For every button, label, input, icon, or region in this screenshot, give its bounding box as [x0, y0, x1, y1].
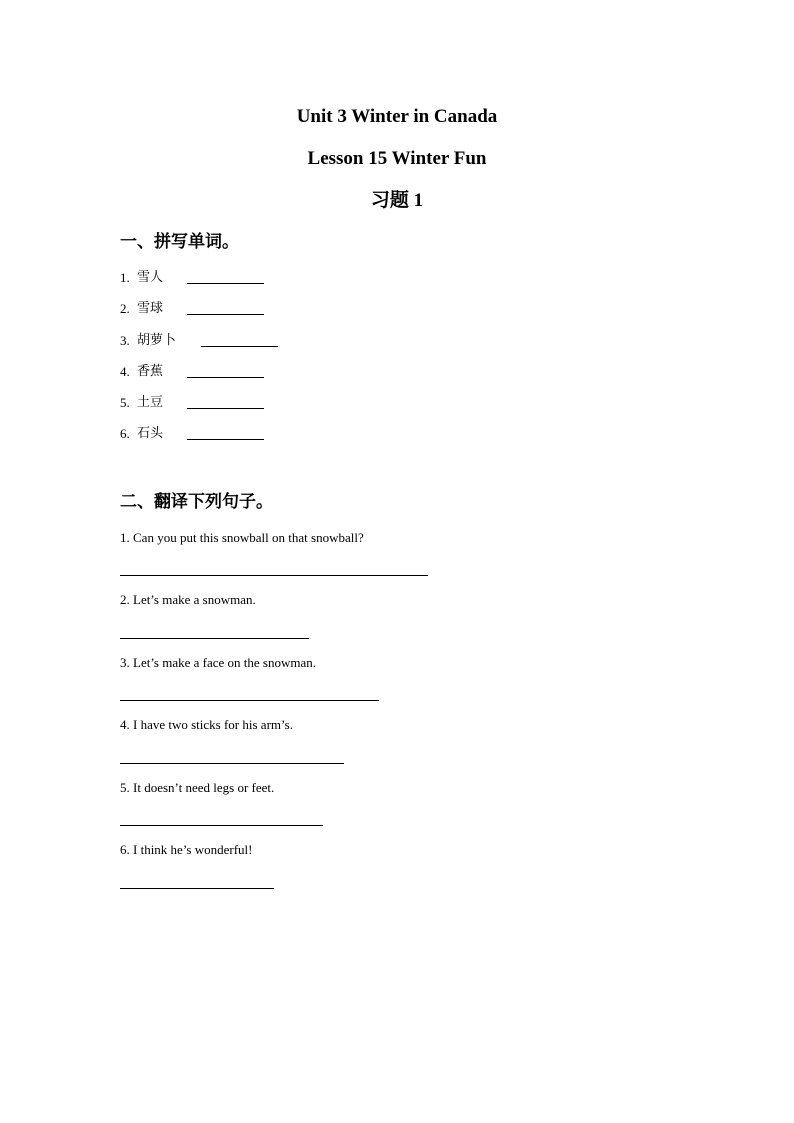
vocab-item	[120, 362, 420, 382]
unit-title: Unit 3 Winter in Canada	[296, 106, 498, 127]
answer-line[interactable]	[120, 700, 379, 701]
vocab-item	[120, 331, 420, 351]
answer-line[interactable]	[120, 575, 428, 576]
vocab-blank[interactable]	[187, 283, 264, 284]
translation-sentence: 3. Let’s make a face on the snowman.	[120, 655, 317, 670]
vocab-item	[120, 393, 420, 413]
answer-line[interactable]	[120, 825, 323, 826]
vocab-number: 2.	[120, 301, 130, 316]
vocab-word: 雪球	[137, 301, 164, 316]
vocab-item	[120, 299, 420, 319]
exercise-title: 习题 1	[370, 190, 424, 211]
vocab-blank[interactable]	[187, 439, 264, 440]
vocab-number: 6.	[120, 426, 130, 441]
translation-sentence: 4. I have two sticks for his arm’s.	[120, 717, 293, 732]
vocab-number: 1.	[120, 270, 130, 285]
vocab-word: 石头	[137, 426, 164, 441]
vocab-blank[interactable]	[187, 408, 264, 409]
translation-sentence: 1. Can you put this snowball on that snowball?	[120, 530, 364, 545]
translation-sentence: 6. I think he’s wonderful!	[120, 842, 253, 857]
vocab-number: 3.	[120, 333, 130, 348]
section-heading-translation: 二、翻译下列句子。	[120, 492, 273, 512]
vocab-item	[120, 268, 420, 288]
vocab-blank[interactable]	[187, 314, 264, 315]
vocab-blank[interactable]	[201, 346, 278, 347]
translation-sentence: 2. Let’s make a snowman.	[120, 592, 256, 607]
vocab-word: 雪人	[137, 270, 164, 285]
vocab-word: 胡萝卜	[137, 333, 177, 348]
vocab-blank[interactable]	[187, 377, 264, 378]
vocab-word: 香蕉	[137, 364, 164, 379]
vocab-word: 土豆	[137, 395, 164, 410]
answer-line[interactable]	[120, 888, 274, 889]
section-heading-spelling: 一、拼写单词。	[120, 232, 239, 252]
vocab-item	[120, 424, 420, 444]
answer-line[interactable]	[120, 638, 309, 639]
translation-sentence: 5. It doesn’t need legs or feet.	[120, 780, 275, 795]
vocab-number: 4.	[120, 364, 130, 379]
answer-line[interactable]	[120, 763, 344, 764]
vocab-number: 5.	[120, 395, 130, 410]
lesson-title: Lesson 15 Winter Fun	[307, 148, 487, 169]
